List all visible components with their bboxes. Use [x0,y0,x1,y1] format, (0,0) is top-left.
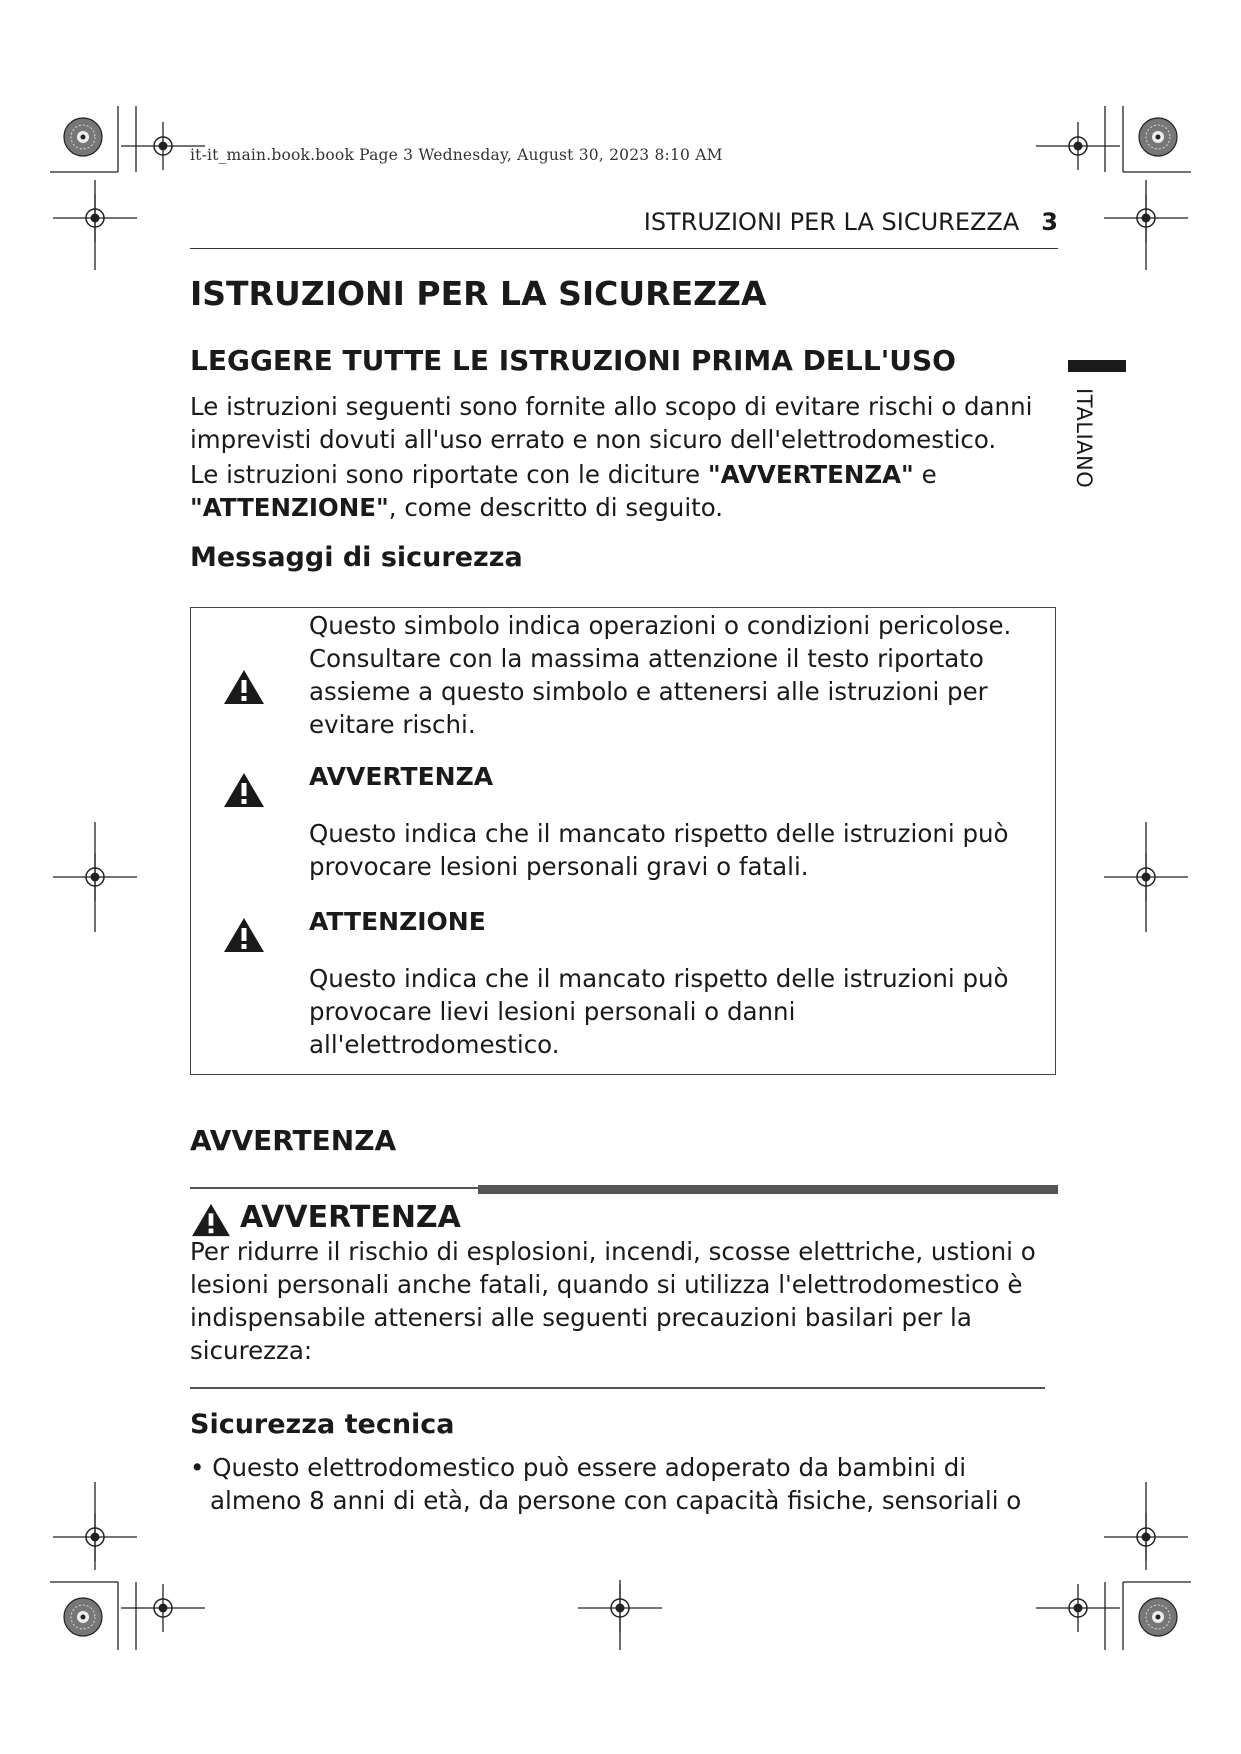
registration-target-icon [1036,1584,1120,1632]
warning-triangle-icon [222,668,266,706]
technical-safety-heading: Sicurezza tecnica [190,1409,455,1440]
callout-end-rule [190,1387,1045,1389]
registration-star-icon [64,118,102,156]
labels-paragraph-text: e [913,460,937,489]
registration-star-icon [1139,1598,1177,1636]
safety-messages-heading: Messaggi di sicurezza [190,542,523,573]
term-attenzione: "ATTENZIONE" [190,493,389,522]
header-divider [190,248,1058,249]
bullet-line-continued: almeno 8 anni di età, da persone con capacità fisiche, sensoriali o [210,1486,1022,1515]
safety-messages-box [190,607,1056,1075]
print-slug: it-it_main.book.book Page 3 Wednesday, August 30, 2023 8:10 AM [190,146,723,164]
running-header-title: ISTRUZIONI PER LA SICUREZZA [643,208,1020,236]
registration-star-icon [64,1598,102,1636]
registration-target-icon [1036,122,1120,170]
caution-label: ATTENZIONE [309,907,486,936]
labels-paragraph-text: , come descritto di seguito. [388,493,724,522]
registration-star-icon [1139,118,1177,156]
warning-triangle-icon [190,1202,232,1238]
intro-paragraph: Le istruzioni seguenti sono fornite allo scopo di evitare rischi o danni imprevisti dovuti all'uso errato e non sicuro dell'elettrodomestico. [190,392,1033,454]
list-item [190,1451,1070,1517]
caution-triangle-icon [222,916,266,954]
bullet-line: • Questo elettrodomestico può essere adoperato da bambini di [190,1453,967,1482]
symbol-description: Questo simbolo indica operazioni o condizioni pericolose. Consultare con la massima attenzione il testo riportato assieme a questo simbolo e attenersi alle istruzioni per evitare rischi. [309,611,1012,739]
warning-description: Questo indica che il mancato rispetto delle istruzioni può provocare lesioni personali gravi o fatali. [309,819,1009,881]
callout-rule-thick [478,1185,1058,1194]
read-instructions-heading: LEGGERE TUTTE LE ISTRUZIONI PRIMA DELL'USO [190,344,956,377]
language-tab-label: ITALIANO [1072,388,1096,489]
registration-target-icon [121,1584,205,1632]
caution-description: Questo indica che il mancato rispetto delle istruzioni può provocare lievi lesioni personali o danni all'elettrodomestico. [309,964,1009,1059]
page-title: ISTRUZIONI PER LA SICUREZZA [190,274,767,313]
labels-paragraph [190,458,1070,524]
page-number: 3 [1041,208,1058,236]
running-header [190,208,1058,236]
term-avvertenza: "AVVERTENZA" [707,460,914,489]
callout-rule-thin [190,1187,478,1189]
warning-label: AVVERTENZA [309,762,494,791]
warning-section-heading: AVVERTENZA [190,1124,397,1157]
warning-callout-text: Per ridurre il rischio di esplosioni, incendi, scosse elettriche, ustioni o lesioni personali anche fatali, quando si utilizza l'elettrodomestico è indispensabile attenersi alle seguenti precauzioni basilari per la sicurezza: [190,1237,1036,1365]
labels-paragraph-text: Le istruzioni sono riportate con le diciture [190,460,708,489]
language-tab-marker [1068,360,1126,372]
warning-triangle-icon [222,771,266,809]
warning-callout-label: AVVERTENZA [240,1200,461,1235]
